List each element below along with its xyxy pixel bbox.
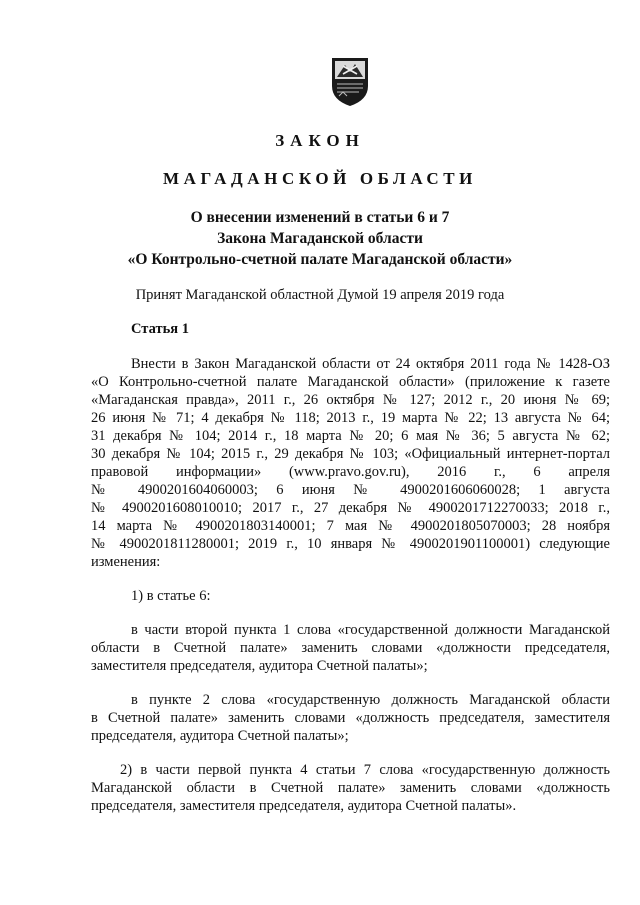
article-heading: Статья 1 bbox=[131, 321, 189, 337]
law-title: ЗАКОН bbox=[275, 131, 365, 150]
subject-line: «О Контрольно-счетной палате Магаданской области» bbox=[127, 251, 513, 268]
coat-of-arms-icon bbox=[329, 56, 371, 108]
body-line: в части второй пункта 1 слова «государственной должности Магаданской bbox=[131, 622, 610, 638]
body-line: 30 декабря № 104; 2015 г., 29 декабря № 103; «Официальный интернет-портал bbox=[91, 446, 610, 462]
body-line: 14 марта № 4900201803140001; 7 мая № 4900201805070003; 28 ноября bbox=[91, 518, 610, 534]
body-line: № 4900201811280001; 2019 г., 10 января № 4900201901100001) следующие bbox=[91, 536, 610, 552]
region-title: МАГАДАНСКОЙ ОБЛАСТИ bbox=[162, 169, 477, 188]
body-line: Внести в Закон Магаданской области от 24 октября 2011 года № 1428-ОЗ bbox=[131, 356, 610, 372]
body-line: Магаданской области в Счетной палате» заменить словами «должность bbox=[91, 780, 610, 796]
body-line: в пункте 2 слова «государственную должность Магаданской области bbox=[131, 692, 610, 708]
adoption-date: Принят Магаданской областной Думой 19 апреля 2019 года bbox=[135, 287, 505, 303]
body-line: правовой информации» (www.pravo.gov.ru), 2016 г., 6 апреля bbox=[91, 464, 610, 480]
body-line: № 4900201608010010; 2017 г., 27 декабря № 4900201712270033; 2018 г., bbox=[91, 500, 610, 516]
body-line: 31 декабря № 104; 2014 г., 18 марта № 20; 6 мая № 36; 5 августа № 62; bbox=[91, 428, 610, 444]
body-line: области в Счетной палате» заменить словами «должности председателя, bbox=[91, 640, 610, 656]
body-line: председателя, аудитора Счетной палаты»; bbox=[91, 728, 349, 744]
list-item-heading: 1) в статье 6: bbox=[131, 588, 211, 604]
body-line: изменения: bbox=[91, 554, 161, 570]
subject-line: О внесении изменений в статьи 6 и 7 bbox=[190, 209, 450, 226]
body-line: в Счетной палате» заменить словами «должность председателя, заместителя bbox=[91, 710, 610, 726]
body-line: «Магаданская правда», 2011 г., 26 октября № 127; 2012 г., 20 июня № 69; bbox=[91, 392, 610, 408]
body-line: № 4900201604060003; 6 июня № 4900201606060028; 1 августа bbox=[91, 482, 610, 498]
body-line: председателя, заместителя председателя, аудитора Счетной палаты». bbox=[91, 798, 517, 814]
subject-line: Закона Магаданской области bbox=[217, 230, 423, 247]
body-line: 26 июня № 71; 4 декабря № 118; 2013 г., 19 марта № 22; 13 августа № 64; bbox=[91, 410, 610, 426]
body-line: «О Контрольно-счетной палате Магаданской области» (приложение к газете bbox=[91, 374, 610, 390]
body-line: заместителя председателя, аудитора Счетной палаты»; bbox=[91, 658, 428, 674]
body-line: 2) в части первой пункта 4 статьи 7 слова «государственную должность bbox=[120, 762, 610, 778]
